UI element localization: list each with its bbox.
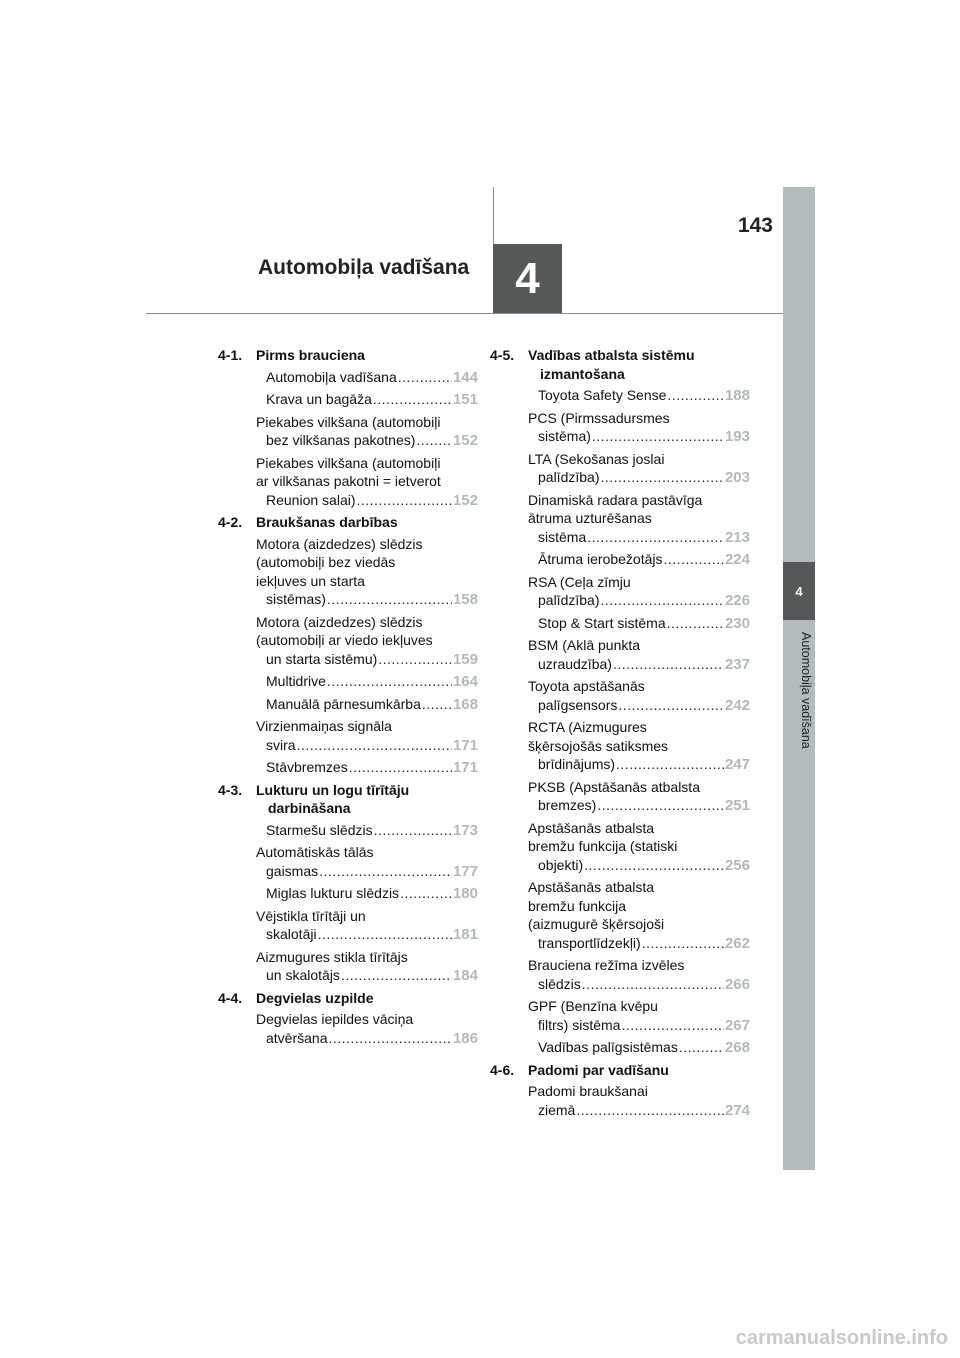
dot-leader xyxy=(613,655,724,674)
toc-entry-text: Toyota apstāšanās xyxy=(528,678,645,694)
toc-entry-text: Aizmugures stikla tīrītājs xyxy=(256,948,408,965)
toc-entry-text: Vadības palīgsistēmas xyxy=(538,1039,678,1055)
toc-entry-text: GPF (Benzīna kvēpu xyxy=(528,998,658,1014)
toc-entry-text: LTA (Sekošanas joslai xyxy=(528,450,665,467)
toc-entry-text: BSM (Aklā punkta xyxy=(528,637,641,653)
toc-entry-text: Motora (aizdedzes) slēdzis xyxy=(256,535,423,552)
section-title: Lukturu un logu tīrītāju darbināšana xyxy=(256,781,410,816)
dot-leader xyxy=(349,758,452,777)
toc-entry-text: Krava un bagāža xyxy=(266,391,372,407)
dot-leader xyxy=(597,796,724,815)
toc-entry-text: atvēršana xyxy=(266,1029,328,1046)
toc-entry[interactable] xyxy=(528,677,750,715)
page-reference[interactable]: 230 xyxy=(724,614,750,632)
toc-entry[interactable] xyxy=(528,1082,750,1120)
toc-entry-text: Ātruma ierobežotājs xyxy=(538,551,663,567)
toc-section xyxy=(490,346,750,1058)
toc-entry[interactable] xyxy=(256,821,478,841)
toc-section-heading[interactable] xyxy=(218,513,478,532)
toc-entry[interactable] xyxy=(528,636,750,674)
header-divider xyxy=(146,313,783,314)
side-tab-number: 4 xyxy=(783,562,815,620)
toc-entry-text: Automātiskās tālās xyxy=(256,844,374,860)
toc-entry[interactable] xyxy=(528,956,750,994)
toc-entry-text: Piekabes vilkšana (automobiļi xyxy=(256,454,441,471)
toc-entry[interactable] xyxy=(256,884,478,904)
toc-section-heading[interactable] xyxy=(218,781,478,818)
page-reference[interactable]: 251 xyxy=(724,797,750,814)
toc-entry-text: iekļuves un starta xyxy=(256,572,365,589)
toc-entry[interactable] xyxy=(256,695,478,715)
dot-leader xyxy=(679,1038,724,1057)
page-reference[interactable]: 180 xyxy=(452,885,478,902)
dot-leader xyxy=(576,1101,724,1120)
dot-leader xyxy=(600,591,723,610)
page-reference[interactable]: 171 xyxy=(452,736,478,754)
dot-leader xyxy=(584,856,724,875)
page-reference[interactable]: 213 xyxy=(724,528,750,546)
page-reference[interactable]: 184 xyxy=(452,967,478,984)
dot-leader xyxy=(416,431,452,450)
dot-leader xyxy=(327,672,452,691)
toc-entry[interactable] xyxy=(256,390,478,410)
toc-entry[interactable] xyxy=(528,778,750,816)
page-reference[interactable]: 266 xyxy=(724,975,750,993)
dot-leader xyxy=(592,427,724,446)
toc-entry-text: sistēmas) xyxy=(266,591,326,607)
section-number: 4-6. xyxy=(490,1061,515,1078)
page-reference[interactable]: 181 xyxy=(452,926,478,943)
dot-leader xyxy=(664,550,724,569)
page-reference[interactable]: 152 xyxy=(452,491,478,509)
page-reference[interactable]: 226 xyxy=(724,592,750,609)
section-number: 4-4. xyxy=(218,989,243,1006)
page-reference[interactable]: 268 xyxy=(724,1039,750,1056)
dot-leader xyxy=(587,528,724,547)
dot-leader xyxy=(600,468,723,487)
toc-entry-text: Padomi braukšanai xyxy=(528,1083,648,1099)
toc-entry[interactable] xyxy=(528,614,750,634)
toc-entry-text: bez vilkšanas pakotnes) xyxy=(266,432,416,448)
dot-leader xyxy=(318,925,452,944)
dot-leader xyxy=(422,695,452,714)
toc-entry-text: (aizmugurē šķērsojoši xyxy=(528,916,665,932)
dot-leader xyxy=(667,386,724,405)
dot-leader xyxy=(319,862,452,881)
toc-entry-text: skalotāji xyxy=(266,926,317,942)
chapter-number-box: 4 xyxy=(493,244,562,314)
toc-entry-text: transportlīdzekļi) xyxy=(538,934,641,951)
toc-entry-text: (automobiļi bez viedās xyxy=(256,554,396,570)
dot-leader xyxy=(378,650,452,669)
toc-entry[interactable] xyxy=(528,718,750,775)
page-reference[interactable]: 158 xyxy=(452,591,478,608)
page-reference[interactable]: 186 xyxy=(452,1029,478,1047)
toc-section xyxy=(218,513,478,778)
header-divider-vertical xyxy=(493,187,494,244)
page-number: 143 xyxy=(737,214,773,237)
toc-entry[interactable] xyxy=(256,613,478,670)
toc-entry[interactable] xyxy=(256,843,478,881)
toc-entry[interactable] xyxy=(256,758,478,778)
toc-entry[interactable] xyxy=(528,573,750,611)
dot-leader xyxy=(373,390,452,409)
dot-leader xyxy=(621,1016,724,1035)
dot-leader xyxy=(642,934,724,953)
toc-entry[interactable] xyxy=(256,535,478,610)
page-reference[interactable]: 256 xyxy=(724,856,750,874)
toc-entry-text: PKSB (Apstāšanās atbalsta xyxy=(528,778,700,795)
dot-leader xyxy=(582,975,724,994)
toc-entry-text: Piekabes vilkšana (automobiļi xyxy=(256,413,441,430)
toc-entry-text: Vējstikla tīrītāji un xyxy=(256,907,366,924)
toc-entry-text: Stop & Start sistēma xyxy=(538,614,666,631)
page-reference[interactable]: 193 xyxy=(724,428,750,445)
toc-entry-text: Reunion salai) xyxy=(266,491,356,508)
toc-section xyxy=(218,989,478,1049)
section-title: Degvielas uzpilde xyxy=(256,989,374,1006)
toc-column-left xyxy=(218,346,478,1051)
toc-entry-text: Degvielas iepildes vāciņa xyxy=(256,1011,414,1027)
toc-entry-text: Toyota Safety Sense xyxy=(538,387,667,403)
page-reference[interactable]: 159 xyxy=(452,650,478,668)
toc-entry-text: RCTA (Aizmugures xyxy=(528,719,647,735)
toc-entry-text: Virzienmaiņas signāla xyxy=(256,718,392,734)
toc-entry-text: palīgsensors xyxy=(538,696,618,713)
toc-entry-text: ar vilkšanas pakotni = ietverot xyxy=(256,473,441,489)
toc-entry-text: uzraudzība) xyxy=(538,655,612,672)
toc-section xyxy=(490,1061,750,1121)
toc-entry-text: palīdzība) xyxy=(538,469,600,485)
toc-entry-text: Starmešu slēdzis xyxy=(266,821,373,838)
toc-entry[interactable] xyxy=(256,368,478,388)
dot-leader xyxy=(327,590,452,609)
toc-entry-text: Miglas lukturu slēdzis xyxy=(266,885,400,901)
toc-entry[interactable] xyxy=(528,819,750,876)
toc-entry-text: objekti) xyxy=(538,856,584,873)
dot-leader xyxy=(297,736,452,755)
page-reference[interactable]: 262 xyxy=(724,934,750,952)
toc-section xyxy=(218,781,478,986)
watermark: carmanualsonline.info xyxy=(735,1327,948,1349)
toc-entry-text: RSA (Ceļa zīmju xyxy=(528,573,631,590)
toc-entry-text: (automobiļi ar viedo iekļuves xyxy=(256,632,433,648)
toc-entry[interactable] xyxy=(256,1010,478,1048)
toc-entry-text: sistēma xyxy=(538,528,587,545)
toc-entry-text: Stāvbremzes xyxy=(266,759,348,775)
toc-section-heading[interactable] xyxy=(490,1061,750,1080)
toc-entry[interactable] xyxy=(528,1038,750,1058)
toc-entry-text: bremzes) xyxy=(538,797,597,813)
page-reference[interactable]: 152 xyxy=(452,432,478,449)
dot-leader xyxy=(398,368,452,387)
toc-entry-text: ātruma uzturēšanas xyxy=(528,510,652,526)
toc-entry-text: Apstāšanās atbalsta xyxy=(528,879,655,895)
dot-leader xyxy=(616,755,724,774)
page-reference[interactable]: 274 xyxy=(724,1101,750,1119)
page-reference[interactable]: 168 xyxy=(452,695,478,713)
page-reference[interactable]: 247 xyxy=(724,756,750,773)
toc-entry-text: šķērsojošās satiksmes xyxy=(528,737,669,754)
page-reference[interactable]: 173 xyxy=(452,821,478,839)
toc-entry-text: sistēma) xyxy=(538,428,591,444)
toc-column-right xyxy=(490,346,750,1123)
toc-entry-text: bremžu funkcija xyxy=(528,897,627,914)
page-reference[interactable]: 242 xyxy=(724,696,750,714)
dot-leader xyxy=(667,614,724,633)
toc-entry-text: svira xyxy=(266,736,296,753)
page-reference[interactable]: 151 xyxy=(452,391,478,408)
chapter-title: Automobiļa vadīšana xyxy=(258,256,470,279)
page-reference[interactable]: 188 xyxy=(724,387,750,404)
toc-entry[interactable] xyxy=(528,997,750,1035)
toc-entry-text: palīdzība) xyxy=(538,592,600,608)
toc-entry[interactable] xyxy=(256,907,478,945)
toc-entry[interactable] xyxy=(528,386,750,406)
page-reference[interactable]: 237 xyxy=(724,655,750,673)
toc-section-heading[interactable] xyxy=(490,346,750,383)
dot-leader xyxy=(357,491,452,510)
page-reference[interactable]: 144 xyxy=(452,368,478,386)
page-reference[interactable]: 224 xyxy=(724,551,750,568)
page-reference[interactable]: 164 xyxy=(452,673,478,690)
page-reference[interactable]: 171 xyxy=(452,759,478,776)
toc-entry-text: ziemā xyxy=(538,1101,576,1118)
toc-entry-text: Dinamiskā radara pastāvīga xyxy=(528,491,703,508)
toc-entry-text: Automobiļa vadīšana xyxy=(266,368,397,385)
toc-entry-text: Manuālā pārnesumkārba xyxy=(266,695,421,712)
toc-entry[interactable] xyxy=(528,878,750,953)
toc-entry[interactable] xyxy=(256,413,478,451)
toc-entry-text: Apstāšanās atbalsta xyxy=(528,819,655,836)
toc-entry[interactable] xyxy=(256,717,478,755)
section-number: 4-5. xyxy=(490,347,515,363)
toc-entry-text: bremžu funkcija (statiski xyxy=(528,838,678,854)
toc-entry-text: un starta sistēmu) xyxy=(266,650,378,667)
toc-entry-text: Brauciena režīma izvēles xyxy=(528,957,685,973)
toc-entry[interactable] xyxy=(256,672,478,692)
toc-entry-text: brīdinājums) xyxy=(538,756,616,772)
page-reference[interactable]: 267 xyxy=(724,1016,750,1034)
toc-entry[interactable] xyxy=(528,550,750,570)
section-title: Vadības atbalsta sistēmu izmantošana xyxy=(528,347,695,382)
toc-entry[interactable] xyxy=(256,948,478,986)
section-number: 4-3. xyxy=(218,781,243,798)
page-reference[interactable]: 177 xyxy=(452,862,478,880)
toc-entry-text: filtrs) sistēma xyxy=(538,1016,621,1033)
toc-entry[interactable] xyxy=(528,491,750,548)
dot-leader xyxy=(328,1029,451,1048)
side-tab-label: Automobiļa vadīšana xyxy=(799,632,813,749)
toc-entry[interactable] xyxy=(528,450,750,488)
toc-entry-text: slēdzis xyxy=(538,975,581,992)
section-title: Padomi par vadīšanu xyxy=(528,1061,669,1078)
toc-entry-text: un skalotājs xyxy=(266,967,340,983)
dot-leader xyxy=(400,884,452,903)
section-number: 4-2. xyxy=(218,514,243,530)
dot-leader xyxy=(374,821,452,840)
dot-leader xyxy=(618,696,724,715)
section-title: Braukšanas darbības xyxy=(256,514,398,530)
toc-entry-text: Multidrive xyxy=(266,673,326,689)
toc-section xyxy=(218,346,478,510)
toc-entry-text: gaismas xyxy=(266,862,319,879)
section-title: Pirms brauciena xyxy=(256,347,365,363)
dot-leader xyxy=(341,966,452,985)
toc-section-heading[interactable] xyxy=(218,346,478,365)
section-number: 4-1. xyxy=(218,347,243,363)
toc-entry-text: PCS (Pirmssadursmes xyxy=(528,409,670,426)
toc-entry[interactable] xyxy=(256,454,478,511)
toc-entry-text: Motora (aizdedzes) slēdzis xyxy=(256,613,423,630)
page-reference[interactable]: 203 xyxy=(724,469,750,486)
toc-section-heading[interactable] xyxy=(218,989,478,1008)
toc-entry[interactable] xyxy=(528,409,750,447)
